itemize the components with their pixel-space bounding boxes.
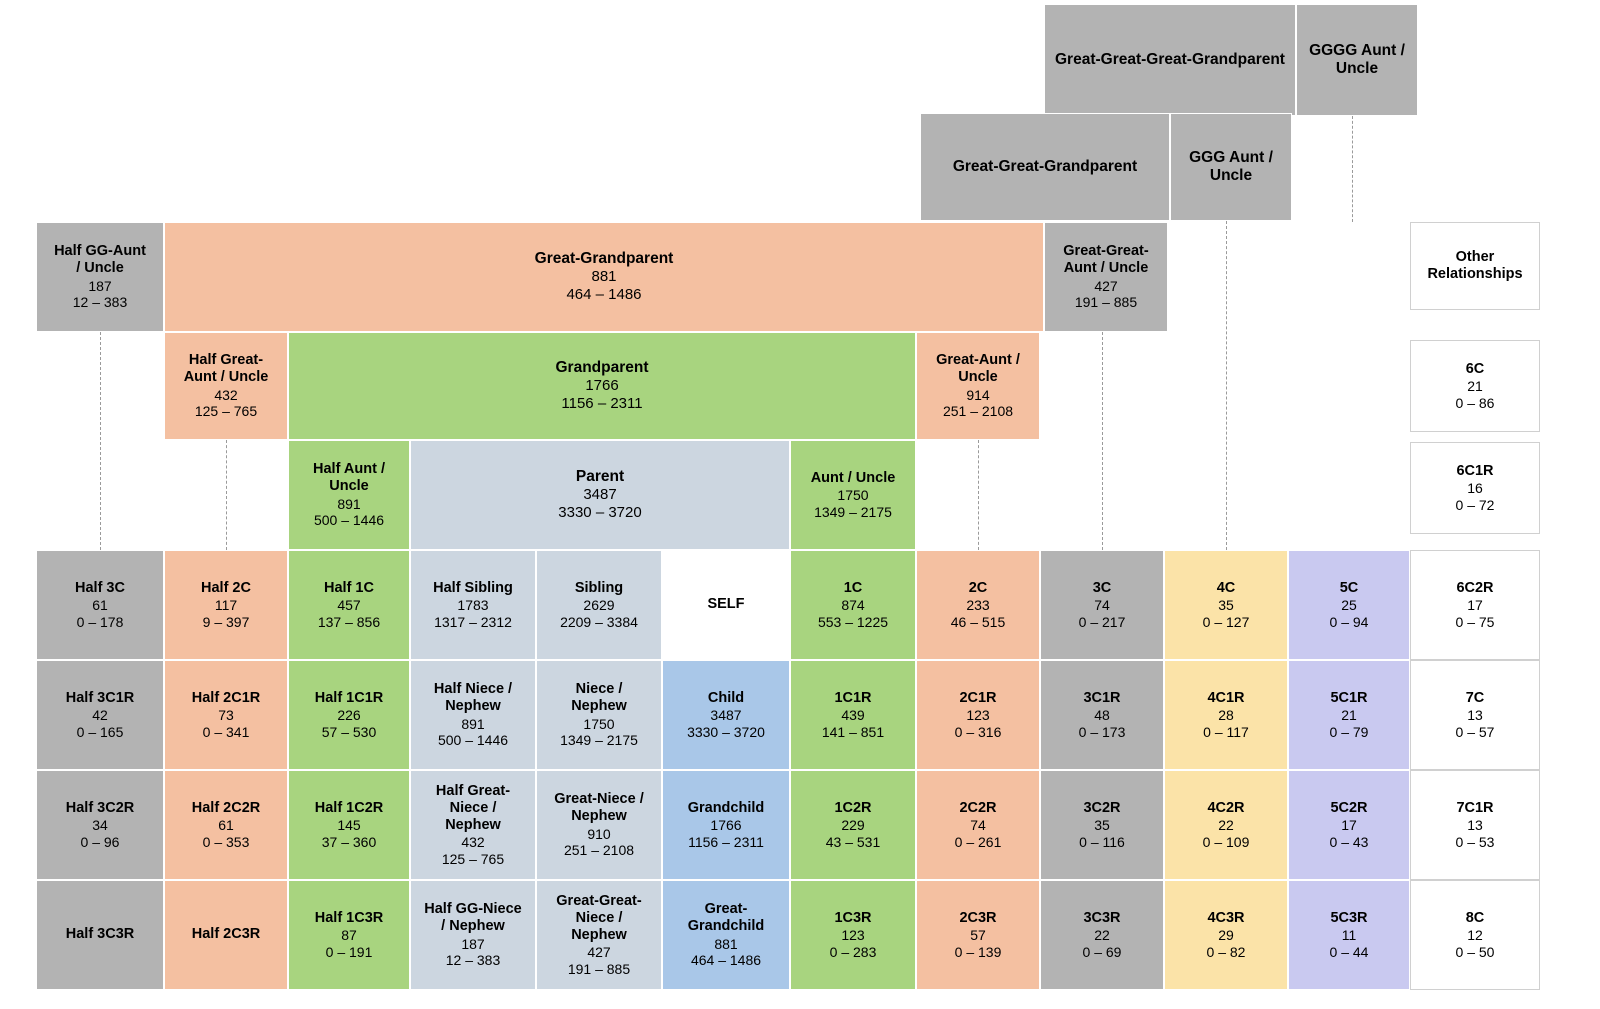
cell-label: 6C2R: [1456, 579, 1494, 596]
cell-average: 22: [1094, 927, 1110, 944]
cell-c3: [1040, 550, 1164, 660]
cell-grandparent: [288, 332, 916, 440]
cell-half_gg_aunt_uncle: [36, 222, 164, 332]
cell-label: Grandchild: [687, 799, 765, 816]
cell-label: Half Sibling: [433, 579, 513, 596]
cell-range: 46 – 515: [950, 613, 1006, 630]
cell-range: 0 – 96: [80, 833, 120, 850]
cell-range: 0 – 94: [1329, 613, 1369, 630]
cell-label: Half 3C: [75, 579, 125, 596]
cell-range: 500 – 1446: [437, 732, 509, 749]
cell-half_gg_niece_nephew: [410, 880, 536, 990]
cell-label: Great-Great-Great-Grandparent: [1055, 50, 1285, 68]
cell-label: 3C: [1092, 579, 1112, 596]
cell-half_3c2r: [36, 770, 164, 880]
cell-c1r1: [790, 660, 916, 770]
cell-c7r1: [1410, 770, 1540, 880]
cell-average: 17: [1467, 597, 1483, 614]
cell-c4r1: [1164, 660, 1288, 770]
cell-average: 1750: [837, 487, 869, 504]
cell-range: 141 – 851: [821, 723, 885, 740]
cell-half_1c: [288, 550, 410, 660]
cell-range: 0 – 53: [1455, 833, 1495, 850]
cell-c3r1: [1040, 660, 1164, 770]
cell-c1: [790, 550, 916, 660]
cell-label: Great-Grandparent: [534, 250, 674, 268]
cell-label: 4C2R: [1207, 799, 1245, 816]
cell-average: 145: [337, 817, 361, 834]
cell-range: 12 – 383: [72, 294, 128, 311]
cell-great_grandchild: [662, 880, 790, 990]
cell-label: 1C1R: [834, 689, 872, 706]
cell-c8: [1410, 880, 1540, 990]
cell-other_relationships: [1410, 222, 1540, 310]
cell-half_1c3r: [288, 880, 410, 990]
cell-label: Half 3C2R: [65, 799, 135, 816]
cell-c2: [916, 550, 1040, 660]
cell-label: Other Relationships: [1427, 248, 1523, 282]
cell-average: 73: [218, 707, 234, 724]
cell-average: 432: [214, 386, 238, 403]
cell-range: 0 – 165: [76, 723, 124, 740]
cell-range: 0 – 353: [202, 833, 250, 850]
cell-average: 1766: [710, 817, 742, 834]
cell-label: Grandparent: [555, 359, 649, 377]
cell-great_great_niece_nephew: [536, 880, 662, 990]
cell-range: 137 – 856: [317, 613, 381, 630]
cell-average: 1783: [457, 597, 489, 614]
cell-c6r2: [1410, 550, 1540, 660]
cell-average: 187: [461, 935, 485, 952]
cell-c5r2: [1288, 770, 1410, 880]
cell-label: Half 2C3R: [191, 926, 261, 943]
cell-great_grandparent: [164, 222, 1044, 332]
cell-range: 191 – 885: [1074, 294, 1138, 311]
cell-range: 57 – 530: [321, 723, 377, 740]
cell-range: 0 – 127: [1202, 613, 1250, 630]
cell-range: 0 – 191: [325, 943, 373, 960]
cell-average: 439: [841, 707, 865, 724]
cell-label: 2C3R: [959, 909, 997, 926]
cell-range: 0 – 43: [1329, 833, 1369, 850]
cell-label: Half 1C1R: [314, 689, 384, 706]
cell-average: 226: [337, 707, 361, 724]
cell-range: 1349 – 2175: [560, 732, 638, 749]
cell-average: 35: [1218, 597, 1234, 614]
cell-average: 123: [841, 927, 865, 944]
cell-great_aunt_uncle: [916, 332, 1040, 440]
cell-average: 74: [970, 817, 986, 834]
cell-c5: [1288, 550, 1410, 660]
cell-range: 0 – 57: [1455, 723, 1495, 740]
cell-label: Great-Niece / Nephew: [554, 791, 644, 825]
cell-average: 21: [1467, 378, 1483, 395]
cell-c3r2: [1040, 770, 1164, 880]
cell-grandchild: [662, 770, 790, 880]
cell-range: 3330 – 3720: [687, 723, 765, 740]
cell-average: 1766: [585, 377, 619, 395]
cell-average: 914: [966, 386, 990, 403]
cell-average: 13: [1467, 817, 1483, 834]
cell-label: Great-Aunt / Uncle: [936, 352, 1020, 386]
cell-c1r2: [790, 770, 916, 880]
cell-average: 881: [714, 935, 738, 952]
cell-label: Great-Great-Grandparent: [952, 157, 1138, 175]
cell-label: 2C: [968, 579, 988, 596]
cell-average: 12: [1467, 927, 1483, 944]
cell-label: 6C1R: [1456, 462, 1494, 479]
cell-range: 9 – 397: [202, 613, 250, 630]
dash-gg-aunt: [1102, 332, 1103, 550]
cell-average: 457: [337, 597, 361, 614]
dash-gggg-aunt: [1352, 116, 1353, 222]
cell-range: 553 – 1225: [817, 613, 889, 630]
cell-half_great_aunt_uncle: [164, 332, 288, 440]
cell-label: Half 3C1R: [65, 689, 135, 706]
cell-aunt_uncle: [790, 440, 916, 550]
cell-half_2c2r: [164, 770, 288, 880]
cell-gg_aunt_uncle: [1044, 222, 1168, 332]
cell-label: GGGG Aunt / Uncle: [1309, 41, 1405, 77]
cell-label: 1C: [843, 579, 863, 596]
cell-gggg_grandparent: [1044, 4, 1296, 116]
cell-label: Half GG-Aunt / Uncle: [54, 243, 146, 277]
cell-label: 1C2R: [834, 799, 872, 816]
dash-great-aunt: [978, 440, 979, 550]
cell-range: 0 – 50: [1455, 943, 1495, 960]
cell-average: 22: [1218, 817, 1234, 834]
cell-range: 0 – 178: [76, 613, 124, 630]
cell-range: 0 – 109: [1202, 833, 1250, 850]
cell-average: 432: [461, 834, 485, 851]
cell-c6: [1410, 340, 1540, 432]
cell-label: 5C3R: [1330, 909, 1368, 926]
cell-range: 0 – 82: [1206, 943, 1246, 960]
cell-average: 16: [1467, 480, 1483, 497]
cell-label: 4C: [1216, 579, 1236, 596]
cell-sibling: [536, 550, 662, 660]
cell-average: 35: [1094, 817, 1110, 834]
cell-label: 6C: [1465, 360, 1485, 377]
cell-range: 1156 – 2311: [688, 833, 764, 850]
cell-average: 881: [591, 268, 617, 286]
cell-average: 25: [1341, 597, 1357, 614]
cell-range: 0 – 217: [1078, 613, 1126, 630]
cell-average: 1750: [583, 715, 615, 732]
cell-average: 11: [1341, 927, 1357, 944]
cell-c6r1: [1410, 442, 1540, 534]
dash-half-great-aunt: [226, 440, 227, 550]
cell-label: 3C3R: [1083, 909, 1121, 926]
cell-average: 17: [1341, 817, 1357, 834]
dash-half-gg-aunt: [100, 332, 101, 550]
cell-label: Half Great- Niece / Nephew: [435, 782, 511, 834]
cell-range: 12 – 383: [445, 952, 501, 969]
cell-niece_nephew: [536, 660, 662, 770]
cell-half_2c1r: [164, 660, 288, 770]
cell-label: 3C1R: [1083, 689, 1121, 706]
cell-range: 0 – 69: [1082, 943, 1122, 960]
cell-label: Half 2C2R: [191, 799, 261, 816]
cell-average: 29: [1218, 927, 1234, 944]
cell-label: GGG Aunt / Uncle: [1189, 148, 1273, 184]
cell-average: 42: [92, 707, 108, 724]
cell-half_aunt_uncle: [288, 440, 410, 550]
cell-range: 2209 – 3384: [560, 613, 638, 630]
cell-label: Aunt / Uncle: [810, 469, 896, 486]
cell-average: 117: [214, 597, 238, 614]
cell-label: Great-Great- Niece / Nephew: [556, 892, 642, 944]
cell-range: 500 – 1446: [313, 512, 385, 529]
cell-half_3c: [36, 550, 164, 660]
cell-average: 910: [587, 825, 611, 842]
cell-range: 0 – 75: [1455, 613, 1495, 630]
cell-label: Niece / Nephew: [571, 681, 627, 715]
cell-range: 464 – 1486: [690, 952, 762, 969]
cell-label: Half Aunt / Uncle: [313, 461, 385, 495]
cell-average: 874: [841, 597, 865, 614]
cell-label: Half Great- Aunt / Uncle: [183, 352, 269, 386]
cell-label: Great- Grandchild: [687, 901, 765, 935]
cell-average: 123: [966, 707, 990, 724]
cell-c5r1: [1288, 660, 1410, 770]
cell-half_great_niece_nephew: [410, 770, 536, 880]
cell-c2r2: [916, 770, 1040, 880]
cell-half_2c3r: [164, 880, 288, 990]
cell-range: 251 – 2108: [563, 842, 635, 859]
cell-label: 4C1R: [1207, 689, 1245, 706]
cell-range: 0 – 116: [1079, 833, 1125, 850]
cell-parent: [410, 440, 790, 550]
cell-average: 28: [1218, 707, 1234, 724]
cell-label: 1C3R: [834, 909, 872, 926]
cell-average: 891: [461, 715, 485, 732]
cell-half_3c1r: [36, 660, 164, 770]
cell-label: 5C: [1339, 579, 1359, 596]
cell-label: 7C: [1465, 689, 1485, 706]
cell-range: 0 – 72: [1455, 496, 1495, 513]
cell-half_1c2r: [288, 770, 410, 880]
cell-average: 13: [1467, 707, 1483, 724]
cell-label: SELF: [707, 596, 745, 613]
cell-label: 5C1R: [1330, 689, 1368, 706]
cell-label: 4C3R: [1207, 909, 1245, 926]
cell-range: 1156 – 2311: [561, 395, 643, 413]
cell-range: 1349 – 2175: [814, 503, 892, 520]
cell-great_niece_nephew: [536, 770, 662, 880]
cell-ggg_aunt_uncle: [1170, 113, 1292, 221]
cell-c3r3: [1040, 880, 1164, 990]
cell-label: 5C2R: [1330, 799, 1368, 816]
cell-self: [662, 550, 790, 660]
cell-c7: [1410, 660, 1540, 770]
cell-label: Half 2C1R: [191, 689, 261, 706]
cell-average: 61: [218, 817, 234, 834]
cell-label: 2C2R: [959, 799, 997, 816]
cell-range: 0 – 341: [202, 723, 250, 740]
cell-average: 427: [1094, 277, 1118, 294]
cell-gggg_aunt_uncle: [1296, 4, 1418, 116]
cell-average: 187: [88, 277, 112, 294]
cell-range: 3330 – 3720: [558, 504, 642, 522]
cell-child: [662, 660, 790, 770]
cell-c2r3: [916, 880, 1040, 990]
cell-label: Half 3C3R: [65, 926, 135, 943]
cell-range: 0 – 316: [954, 723, 1002, 740]
cell-average: 21: [1341, 707, 1357, 724]
cell-average: 891: [337, 495, 361, 512]
cell-range: 0 – 173: [1078, 723, 1126, 740]
cell-range: 125 – 765: [441, 850, 505, 867]
cell-range: 251 – 2108: [942, 403, 1014, 420]
cell-range: 0 – 44: [1329, 943, 1369, 960]
cell-range: 1317 – 2312: [434, 613, 512, 630]
cell-range: 43 – 531: [825, 833, 881, 850]
cell-label: Half 1C: [324, 579, 374, 596]
cell-gg_grandparent: [920, 113, 1170, 221]
cell-range: 191 – 885: [567, 960, 631, 977]
cell-label: Great-Great- Aunt / Uncle: [1063, 243, 1149, 277]
cell-average: 87: [341, 927, 357, 944]
cell-range: 0 – 139: [954, 943, 1002, 960]
cell-label: Sibling: [574, 579, 624, 596]
cell-half_3c3r: [36, 880, 164, 990]
cell-label: Half Niece / Nephew: [433, 681, 513, 715]
cell-range: 0 – 117: [1203, 723, 1249, 740]
cell-c4r3: [1164, 880, 1288, 990]
cell-label: Half 1C3R: [314, 909, 384, 926]
cell-average: 74: [1094, 597, 1110, 614]
cell-label: Child: [707, 689, 745, 706]
cell-average: 3487: [583, 486, 617, 504]
cell-range: 0 – 283: [829, 943, 877, 960]
cell-label: Half 1C2R: [314, 799, 384, 816]
cell-range: 464 – 1486: [566, 286, 642, 304]
cell-label: Half GG-Niece / Nephew: [424, 901, 522, 935]
dash-ggg-aunt: [1226, 221, 1227, 550]
cell-range: 125 – 765: [194, 403, 258, 420]
cell-label: 2C1R: [959, 689, 997, 706]
cell-range: 0 – 261: [954, 833, 1002, 850]
cell-c1r3: [790, 880, 916, 990]
cell-average: 2629: [583, 597, 615, 614]
cell-range: 0 – 79: [1329, 723, 1369, 740]
cell-average: 3487: [710, 707, 742, 724]
cell-average: 229: [841, 817, 865, 834]
cell-label: 3C2R: [1083, 799, 1121, 816]
cell-label: 8C: [1465, 909, 1485, 926]
cell-label: Half 2C: [201, 579, 251, 596]
cell-average: 48: [1094, 707, 1110, 724]
cell-c5r3: [1288, 880, 1410, 990]
cell-half_1c1r: [288, 660, 410, 770]
cell-label: 7C1R: [1456, 799, 1494, 816]
cell-half_niece_nephew: [410, 660, 536, 770]
cell-range: 0 – 86: [1455, 394, 1495, 411]
cell-label: Parent: [575, 468, 625, 486]
cell-half_sibling: [410, 550, 536, 660]
cell-average: 61: [92, 597, 108, 614]
cell-c2r1: [916, 660, 1040, 770]
cell-half_2c: [164, 550, 288, 660]
cell-average: 34: [92, 817, 108, 834]
cell-average: 233: [966, 597, 990, 614]
cell-c4: [1164, 550, 1288, 660]
cell-average: 57: [970, 927, 986, 944]
cell-average: 427: [587, 944, 611, 961]
cell-c4r2: [1164, 770, 1288, 880]
cell-range: 37 – 360: [321, 833, 377, 850]
